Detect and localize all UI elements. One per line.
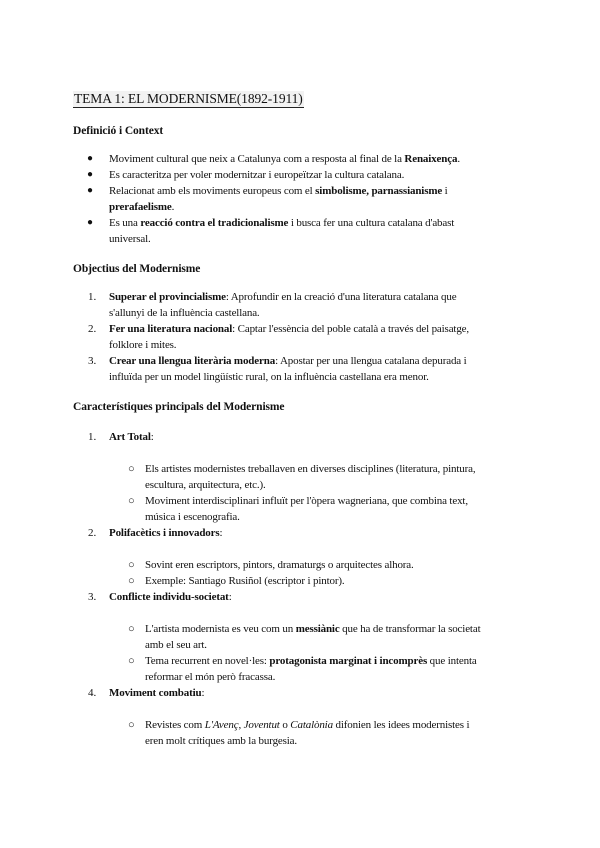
list-item-continuation: universal. [109, 233, 151, 245]
sub-list-item: Tema recurrent en novel·les: protagonista marginat i incomprès que intenta [145, 655, 477, 667]
list-item: Conflicte individu-societat: [109, 591, 232, 603]
list-number: 1. [88, 431, 97, 443]
sub-list-item-continuation: amb el seu art. [145, 639, 207, 651]
list-item-continuation: prerafaelisme. [109, 201, 175, 213]
sub-list-item: L'artista modernista es veu com un messiànic que ha de transformar la societat [145, 623, 481, 635]
page-title: TEMA 1: EL MODERNISME(1892-1911) [74, 91, 303, 106]
sub-bullet-marker: ○ [128, 463, 135, 475]
sub-list-item: Els artistes modernistes treballaven en diverses disciplines (literatura, pintura, [145, 463, 476, 475]
list-item: Es caracteritza per voler modernitzar i europeïtzar la cultura catalana. [109, 169, 405, 181]
sub-bullet-marker: ○ [128, 719, 135, 731]
list-item: Superar el provincialisme: Aprofundir en la creació d'una literatura catalana que [109, 291, 457, 303]
list-item-continuation: influïda per un model lingüístic rural, on la influència castellana era menor. [109, 371, 429, 383]
sub-bullet-marker: ○ [128, 495, 135, 507]
list-item: Crear una llengua literària moderna: Apostar per una llengua catalana depurada i [109, 355, 467, 367]
bullet-marker: ● [87, 217, 94, 228]
sub-list-item: Sovint eren escriptors, pintors, dramaturgs o arquitectes alhora. [145, 559, 414, 571]
sub-list-item-continuation: música i escenografia. [145, 511, 240, 523]
sub-list-item-continuation: reformar el món però fracassa. [145, 671, 276, 683]
list-item: Es una reacció contra el tradicionalisme i busca fer una cultura catalana d'abast [109, 217, 455, 229]
list-item: Polifacètics i innovadors: [109, 527, 223, 539]
list-number: 3. [88, 355, 97, 367]
heading-objectius: Objectius del Modernisme [73, 263, 201, 275]
list-number: 2. [88, 323, 97, 335]
heading-definicio: Definició i Context [73, 125, 164, 137]
sub-list-item: Moviment interdisciplinari influït per l'òpera wagneriana, que combina text, [145, 495, 468, 507]
sub-list-item: Exemple: Santiago Rusiñol (escriptor i pintor). [145, 575, 345, 587]
bullet-marker: ● [87, 185, 94, 196]
heading-caracteristiques: Característiques principals del Modernisme [73, 401, 285, 413]
list-item: Fer una literatura nacional: Captar l'essència del poble català a través del paisatge, [109, 323, 470, 335]
list-number: 1. [88, 291, 97, 303]
list-number: 4. [88, 687, 97, 699]
list-item: Moviment combatiu: [109, 687, 205, 699]
list-item-continuation: folklore i mites. [109, 339, 177, 351]
list-item: Moviment cultural que neix a Catalunya com a resposta al final de la Renaixença. [109, 153, 460, 165]
sub-list-item-continuation: escultura, arquitectura, etc.). [145, 479, 266, 491]
bullet-marker: ● [87, 153, 94, 164]
sub-bullet-marker: ○ [128, 559, 135, 571]
list-item: Relacionat amb els moviments europeus com el simbolisme, parnassianisme i [109, 185, 448, 197]
sub-bullet-marker: ○ [128, 655, 135, 667]
list-item: Art Total: [109, 431, 154, 443]
list-number: 2. [88, 527, 97, 539]
bullet-marker: ● [87, 169, 94, 180]
sub-bullet-marker: ○ [128, 623, 135, 635]
list-number: 3. [88, 591, 97, 603]
sub-list-item: Revistes com L'Avenç, Joventut o Catalònia difonien les idees modernistes i [145, 719, 470, 731]
list-item-continuation: s'allunyi de la influència castellana. [109, 307, 260, 319]
sub-list-item-continuation: eren molt crítiques amb la burgesia. [145, 735, 298, 747]
sub-bullet-marker: ○ [128, 575, 135, 587]
